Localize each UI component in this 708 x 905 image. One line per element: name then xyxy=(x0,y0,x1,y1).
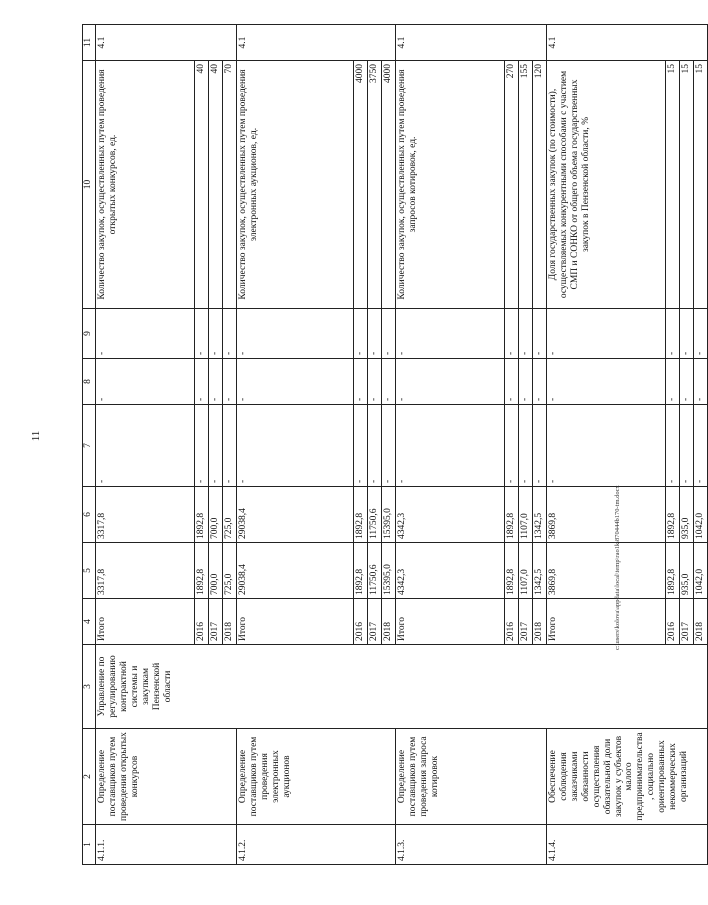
funding-col5: 1892,8 xyxy=(354,543,368,599)
total-funding-col7: - xyxy=(396,405,505,487)
funding-col6: 1892,8 xyxy=(354,487,368,543)
total-label: Итого xyxy=(396,599,505,645)
year-cell: 2018 xyxy=(694,599,708,645)
funding-col6: 1107,0 xyxy=(519,487,533,543)
footer-file-path: c:\users\kolova\appdata\local\temp\rao1k\870444b170-tm.docx xyxy=(614,485,621,650)
year-cell: 2017 xyxy=(368,599,382,645)
total-funding-col9: - xyxy=(547,309,666,359)
funding-col9: - xyxy=(694,309,708,359)
year-cell: 2017 xyxy=(680,599,694,645)
total-funding-col7: - xyxy=(96,405,195,487)
funding-col5: 700,0 xyxy=(209,543,223,599)
year-cell: 2017 xyxy=(519,599,533,645)
funding-col5: 935,0 xyxy=(680,543,694,599)
total-funding-col6: 29038,4 xyxy=(237,487,354,543)
reference-code: 4.1 xyxy=(547,25,708,61)
funding-col6: 1042,0 xyxy=(694,487,708,543)
funding-col7: - xyxy=(694,405,708,487)
activity-name: Обеспечение соблюдения заказчиками обязанности осуществления обязательной доли закупок у субъектов малого предпринимательства, социально ориентированных некоммерческих организаций xyxy=(547,729,708,825)
activity-row xyxy=(237,25,354,865)
activity-name: Определение поставщиков путем проведения электронных аукционов xyxy=(237,729,396,825)
funding-col8: - xyxy=(209,359,223,405)
reference-code: 4.1 xyxy=(396,25,547,61)
header-col-8: 8 xyxy=(83,359,96,405)
header-col-9: 9 xyxy=(83,309,96,359)
funding-col8: - xyxy=(223,359,237,405)
year-cell: 2018 xyxy=(382,599,396,645)
funding-col9: - xyxy=(505,309,519,359)
page-number: 11 xyxy=(30,430,42,442)
funding-col5: 15395,0 xyxy=(382,543,396,599)
activity-row xyxy=(96,25,195,865)
total-funding-col5: 3317,8 xyxy=(96,543,195,599)
funding-col7: - xyxy=(195,405,209,487)
funding-col6: 1892,8 xyxy=(505,487,519,543)
header-col-1: 1 xyxy=(83,825,96,865)
header-col-4: 4 xyxy=(83,599,96,645)
total-funding-col5: 3869,8 xyxy=(547,543,666,599)
activity-row xyxy=(396,25,505,865)
activity-number: 4.1.2. xyxy=(237,825,396,865)
header-col-2: 2 xyxy=(83,729,96,825)
funding-col6: 725,0 xyxy=(223,487,237,543)
funding-col9: - xyxy=(209,309,223,359)
funding-col8: - xyxy=(195,359,209,405)
funding-col8: - xyxy=(666,359,680,405)
funding-col8: - xyxy=(694,359,708,405)
total-funding-col8: - xyxy=(547,359,666,405)
total-funding-col7: - xyxy=(237,405,354,487)
indicator-value: 120 xyxy=(533,61,547,309)
year-cell: 2016 xyxy=(666,599,680,645)
funding-col7: - xyxy=(666,405,680,487)
total-funding-col6: 4342,3 xyxy=(396,487,505,543)
year-cell: 2018 xyxy=(533,599,547,645)
funding-col9: - xyxy=(368,309,382,359)
funding-col9: - xyxy=(195,309,209,359)
funding-col8: - xyxy=(505,359,519,405)
activity-name: Определение поставщиков путем проведения запроса котировок xyxy=(396,729,547,825)
total-funding-col8: - xyxy=(237,359,354,405)
funding-col5: 11750,6 xyxy=(368,543,382,599)
funding-col9: - xyxy=(680,309,694,359)
year-cell: 2016 xyxy=(354,599,368,645)
funding-col6: 11750,6 xyxy=(368,487,382,543)
total-funding-col6: 3869,8 xyxy=(547,487,666,543)
header-col-10: 10 xyxy=(83,61,96,309)
total-label: Итого xyxy=(237,599,354,645)
reference-code: 4.1 xyxy=(96,25,237,61)
header-row xyxy=(83,25,96,865)
indicator-value: 15 xyxy=(680,61,694,309)
indicator-value: 3750 xyxy=(368,61,382,309)
funding-col8: - xyxy=(519,359,533,405)
total-funding-col9: - xyxy=(96,309,195,359)
funding-col5: 725,0 xyxy=(223,543,237,599)
indicator-name: Количество закупок, осуществленных путем проведения запросов котировок, ед. xyxy=(396,61,505,309)
funding-col7: - xyxy=(519,405,533,487)
funding-col8: - xyxy=(533,359,547,405)
funding-col7: - xyxy=(354,405,368,487)
funding-col5: 1892,8 xyxy=(505,543,519,599)
funding-col7: - xyxy=(533,405,547,487)
total-label: Итого xyxy=(547,599,666,645)
total-funding-col9: - xyxy=(396,309,505,359)
funding-col6: 700,0 xyxy=(209,487,223,543)
funding-col5: 1107,0 xyxy=(519,543,533,599)
funding-col7: - xyxy=(209,405,223,487)
year-cell: 2017 xyxy=(209,599,223,645)
funding-col9: - xyxy=(382,309,396,359)
funding-col6: 15395,0 xyxy=(382,487,396,543)
year-cell: 2016 xyxy=(505,599,519,645)
funding-col5: 1892,8 xyxy=(195,543,209,599)
indicator-value: 40 xyxy=(195,61,209,309)
funding-col7: - xyxy=(223,405,237,487)
funding-col8: - xyxy=(354,359,368,405)
funding-col9: - xyxy=(533,309,547,359)
activity-number: 4.1.4. xyxy=(547,825,708,865)
funding-col8: - xyxy=(382,359,396,405)
funding-col5: 1892,8 xyxy=(666,543,680,599)
total-funding-col5: 29038,4 xyxy=(237,543,354,599)
funding-col8: - xyxy=(368,359,382,405)
year-cell: 2018 xyxy=(223,599,237,645)
indicator-name: Количество закупок, осуществленных путем проведения электронных аукционов, ед. xyxy=(237,61,354,309)
indicator-value: 4000 xyxy=(382,61,396,309)
indicator-value: 40 xyxy=(209,61,223,309)
header-col-5: 5 xyxy=(83,543,96,599)
funding-col6: 1892,8 xyxy=(195,487,209,543)
total-label: Итого xyxy=(96,599,195,645)
funding-col5: 1042,0 xyxy=(694,543,708,599)
indicator-name: Количество закупок, осуществленных путем проведения открытых конкурсов, ед. xyxy=(96,61,195,309)
total-funding-col9: - xyxy=(237,309,354,359)
activity-name: Определение поставщиков путем проведения открытых конкурсов xyxy=(96,729,237,825)
total-funding-col6: 3317,8 xyxy=(96,487,195,543)
funding-col9: - xyxy=(223,309,237,359)
indicator-value: 70 xyxy=(223,61,237,309)
funding-col7: - xyxy=(505,405,519,487)
header-col-6: 6 xyxy=(83,487,96,543)
header-col-7: 7 xyxy=(83,405,96,487)
funding-col7: - xyxy=(680,405,694,487)
funding-col5: 1342,5 xyxy=(533,543,547,599)
funding-col9: - xyxy=(519,309,533,359)
indicator-name: Доля государственных закупок (по стоимости), осуществляемых конкурентными способами с участием СМП и СОНКО от общего объема государственных закупок в Пензенской области, % xyxy=(547,61,666,309)
funding-col7: - xyxy=(368,405,382,487)
funding-col9: - xyxy=(666,309,680,359)
total-funding-col8: - xyxy=(396,359,505,405)
funding-col6: 1342,5 xyxy=(533,487,547,543)
activity-number: 4.1.3. xyxy=(396,825,547,865)
indicator-value: 155 xyxy=(519,61,533,309)
indicator-value: 15 xyxy=(694,61,708,309)
total-funding-col5: 4342,3 xyxy=(396,543,505,599)
funding-col8: - xyxy=(680,359,694,405)
activity-row xyxy=(547,25,666,865)
funding-col6: 1892,8 xyxy=(666,487,680,543)
total-funding-col7: - xyxy=(547,405,666,487)
indicator-value: 4000 xyxy=(354,61,368,309)
header-col-11: 11 xyxy=(83,25,96,61)
year-cell: 2016 xyxy=(195,599,209,645)
responsible-executor: Управление по регулированию контрактной системы и закупкам Пензенской области xyxy=(96,645,708,729)
total-funding-col8: - xyxy=(96,359,195,405)
header-col-3: 3 xyxy=(83,645,96,729)
activity-number: 4.1.1. xyxy=(96,825,237,865)
indicator-value: 15 xyxy=(666,61,680,309)
funding-col6: 935,0 xyxy=(680,487,694,543)
indicator-value: 270 xyxy=(505,61,519,309)
reference-code: 4.1 xyxy=(237,25,396,61)
funding-col7: - xyxy=(382,405,396,487)
funding-col9: - xyxy=(354,309,368,359)
